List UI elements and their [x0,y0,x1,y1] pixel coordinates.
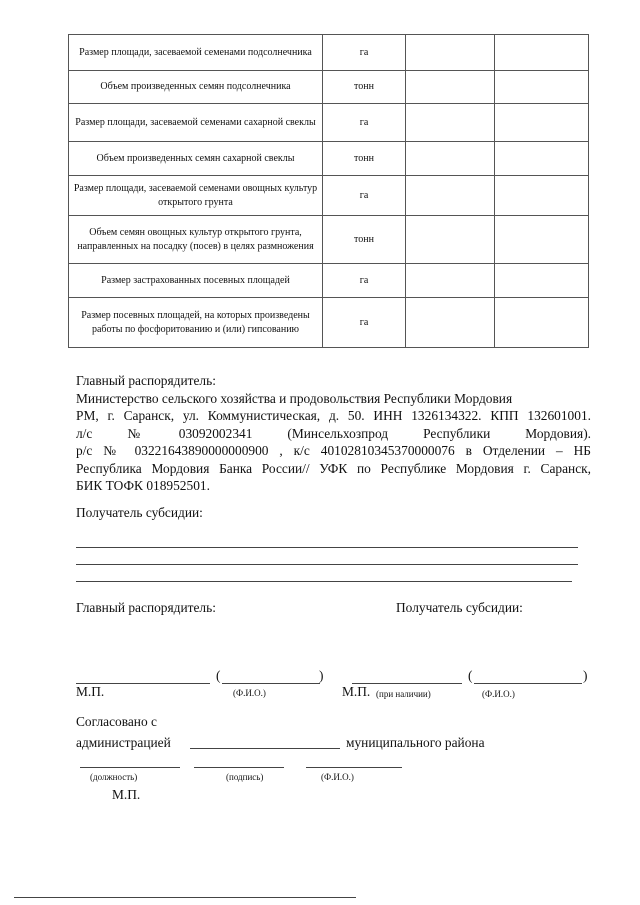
indicator-cell: Объем произведенных семян сахарной свеклы [69,142,323,176]
fio-label-right: (Ф.И.О.) [482,689,515,699]
unit-cell: тонн [323,216,406,264]
stamp-note: (при наличии) [376,689,431,699]
value-cell [495,264,589,298]
value-cell [406,298,495,348]
administration-label: администрацией [76,735,171,750]
recipient-line [76,581,572,582]
value-cell [495,176,589,216]
position-label: (должность) [90,772,138,782]
distributor-line: РМ, г. Саранск, ул. Коммунистическая, д. 50. ИНН 1326134322. КПП 132601001. [76,408,591,423]
recipient-line [76,564,578,565]
value-cell [406,264,495,298]
paren-close: ) [319,668,324,683]
distributor-line: Республика Мордовия Банка России// УФК по Республике Мордовия г. Саранск, [76,460,591,476]
value-cell [495,216,589,264]
unit-cell: тонн [323,71,406,104]
value-cell [406,216,495,264]
recipient-heading: Получатель субсидии: [76,505,203,520]
value-cell [495,71,589,104]
table-row [69,142,589,176]
value-cell [495,142,589,176]
value-cell [406,35,495,71]
footnote-separator [14,897,356,898]
indicator-cell: Размер площади, засеваемой семенами подсолнечника [69,35,323,71]
unit-cell: тонн [323,142,406,176]
value-cell [495,298,589,348]
signature-label: (подпись) [226,772,264,782]
unit-cell: га [323,264,406,298]
unit-cell: га [323,176,406,216]
paren-open: ( [468,668,473,683]
unit-cell: га [323,104,406,142]
signature-left-heading: Главный распорядитель: [76,600,216,615]
table-row [69,71,589,104]
indicator-cell: Размер застрахованных посевных площадей [69,264,323,298]
distributor-heading: Главный распорядитель: [76,373,216,388]
administration-line [190,748,340,749]
value-cell [495,35,589,71]
table-row [69,298,589,348]
value-cell [495,104,589,142]
distributor-line: БИК ТОФК 018952501. [76,478,210,493]
indicator-cell: Объем произведенных семян подсолнечника [69,71,323,104]
signature-right-heading: Получатель субсидии: [396,600,523,615]
value-cell [406,176,495,216]
fio-line [222,683,320,684]
distributor-line: р/с № 03221643890000000900 , к/с 40102810345370000076 в Отделении – НБ [76,443,591,458]
distributor-block [76,372,591,495]
stamp-place-right: М.П. [342,684,371,699]
table-row [69,104,589,142]
fio-label: (Ф.И.О.) [321,772,354,782]
unit-cell: га [323,35,406,71]
paren-open: ( [216,668,221,683]
fio-label-left: (Ф.И.О.) [233,688,266,698]
table-row [69,264,589,298]
value-cell [406,142,495,176]
value-cell [406,71,495,104]
position-line [80,767,180,768]
paren-close: ) [583,668,588,683]
table-row [69,176,589,216]
value-cell [406,104,495,142]
stamp-place: М.П. [112,787,141,802]
unit-cell: га [323,298,406,348]
fio-line [306,767,402,768]
table-row [69,216,589,264]
distributor-line: л/с № 03092002341 (Минсельхозпрод Республики Мордовия). [76,425,591,441]
table-row [69,35,589,71]
indicator-cell: Размер посевных площадей, на которых произведены работы по фосфоритованию и (или) гипсованию [69,298,323,348]
indicator-cell: Размер площади, засеваемой семенами овощных культур открытого грунта [69,176,323,216]
recipient-line [76,547,578,548]
stamp-place-left: М.П. [76,684,105,699]
municipal-district-label: муниципального района [346,735,485,750]
distributor-line: Министерство сельского хозяйства и продовольствия Республики Мордовия [76,390,513,406]
agreed-with: Согласовано с [76,714,157,729]
indicator-cell: Размер площади, засеваемой семенами сахарной свеклы [69,104,323,142]
indicators-table [68,34,589,348]
signature-line [194,767,284,768]
fio-line [474,683,582,684]
indicator-cell: Объем семян овощных культур открытого грунта, направленных на посадку (посев) в целях размножения [69,216,323,264]
